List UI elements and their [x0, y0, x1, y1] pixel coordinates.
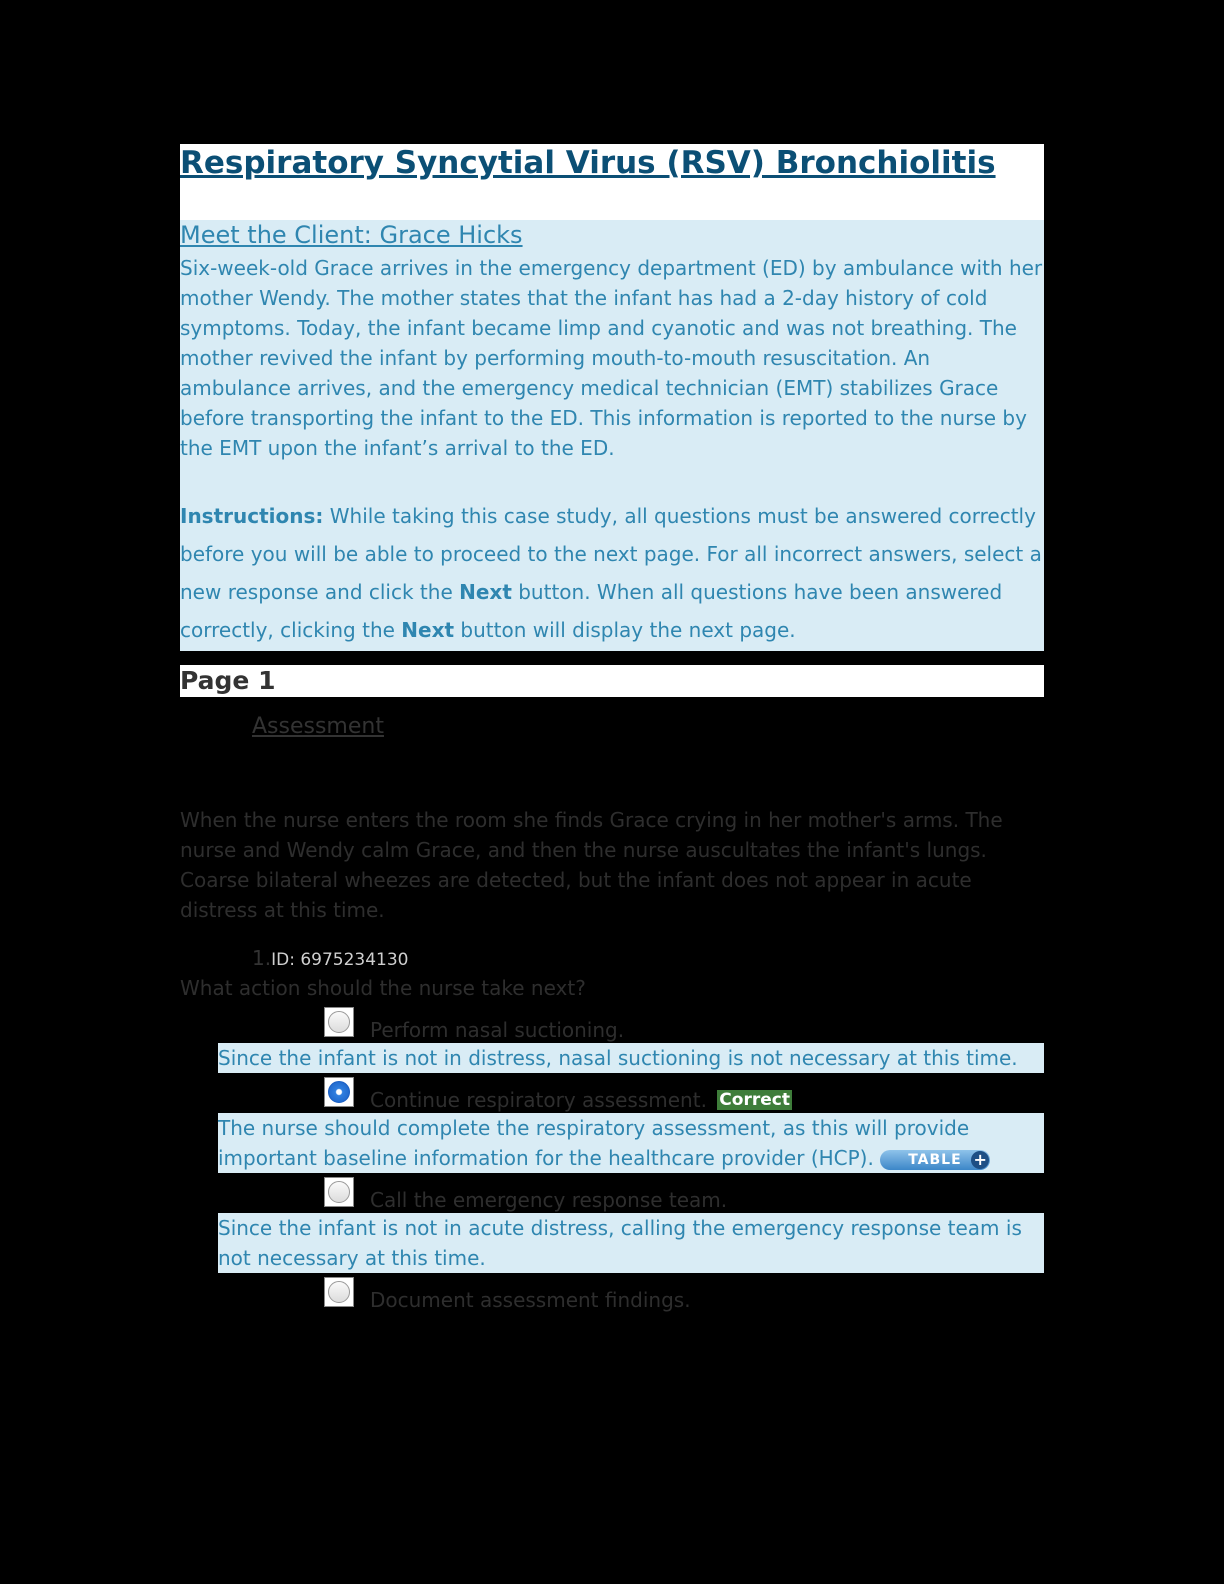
radio-icon — [328, 1281, 350, 1303]
radio-button[interactable] — [324, 1277, 354, 1307]
next-word-1: Next — [459, 580, 512, 604]
instructions-text-3: button will display the next page. — [454, 618, 796, 642]
intro-paragraph: Six-week-old Grace arrives in the emergency department (ED) by ambulance with her mother Wendy. The mother states that the infant has had a 2-day history of cold symptoms. Today, the infant became limp and cyanotic and was not breathing. The mother revived the infant by performing mouth-to-mouth resuscitation. An ambulance arrives, and the emergency medical technician (EMT) stabilizes Grace before transporting the infant to the ED. This information is reported to the nurse by the EMT upon the infant’s arrival to the ED. — [180, 256, 1043, 460]
question-text: What action should the nurse take next? — [180, 976, 586, 1000]
option-2-feedback-text: The nurse should complete the respiratory assessment, as this will provide important baseline information for the healthcare provider (HCP). — [218, 1116, 970, 1170]
option-2-feedback — [218, 1113, 1044, 1173]
radio-button[interactable] — [324, 1007, 354, 1037]
plus-icon: + — [971, 1151, 989, 1169]
table-button-label: TABLE — [908, 1152, 962, 1168]
instructions — [180, 497, 1044, 649]
page-title: Respiratory Syncytial Virus (RSV) Bronchiolitis — [180, 145, 996, 181]
option-2[interactable] — [324, 1073, 1044, 1113]
question-id: ID: 6975234130 — [271, 950, 409, 970]
radio-icon — [328, 1011, 350, 1033]
option-label: Perform nasal suctioning. — [370, 1018, 625, 1042]
option-label — [370, 1087, 792, 1113]
question-number: 1. — [252, 946, 272, 970]
radio-selected-icon — [328, 1081, 350, 1103]
radio-button[interactable] — [324, 1177, 354, 1207]
instructions-text-1: While taking this case study, all questions must be answered correctly before you will be able to proceed to the next page. For all incorrect answers, select a new response and click the — [180, 504, 1042, 604]
page-number-heading: Page 1 — [180, 665, 1044, 697]
intro-block — [180, 220, 1044, 651]
section-title[interactable]: Assessment — [252, 714, 384, 739]
table-button[interactable] — [880, 1150, 990, 1170]
correct-badge: Correct — [719, 1090, 790, 1110]
option-label-text: Continue respiratory assessment. — [370, 1088, 707, 1112]
instructions-label: Instructions: — [180, 504, 324, 528]
scenario-text: When the nurse enters the room she finds Grace crying in her mother's arms. The nurse and Wendy calm Grace, and then the nurse auscultates the infant's lungs. Coarse bilateral wheezes are detected, but the infant does not appear in acute distress at this time. — [180, 808, 1003, 922]
option-3-feedback: Since the infant is not in acute distress, calling the emergency response team is not necessary at this time. — [218, 1213, 1044, 1273]
document-page — [180, 144, 1044, 1313]
option-label: Call the emergency response team. — [370, 1188, 728, 1212]
radio-icon — [328, 1181, 350, 1203]
option-label: Document assessment findings. — [370, 1288, 691, 1312]
next-word-2: Next — [401, 618, 455, 642]
question-number-row — [252, 945, 1044, 971]
option-1[interactable] — [324, 1003, 1044, 1043]
option-1-feedback: Since the infant is not in distress, nasal suctioning is not necessary at this time. — [218, 1043, 1044, 1073]
client-subtitle: Meet the Client: Grace Hicks — [180, 221, 523, 249]
option-3[interactable] — [324, 1173, 1044, 1213]
instructions-text-2: button. When all questions have been answered correctly, clicking the — [180, 580, 1003, 642]
title-block — [180, 144, 1044, 220]
option-4[interactable] — [324, 1273, 1044, 1313]
radio-button-selected[interactable] — [324, 1077, 354, 1107]
